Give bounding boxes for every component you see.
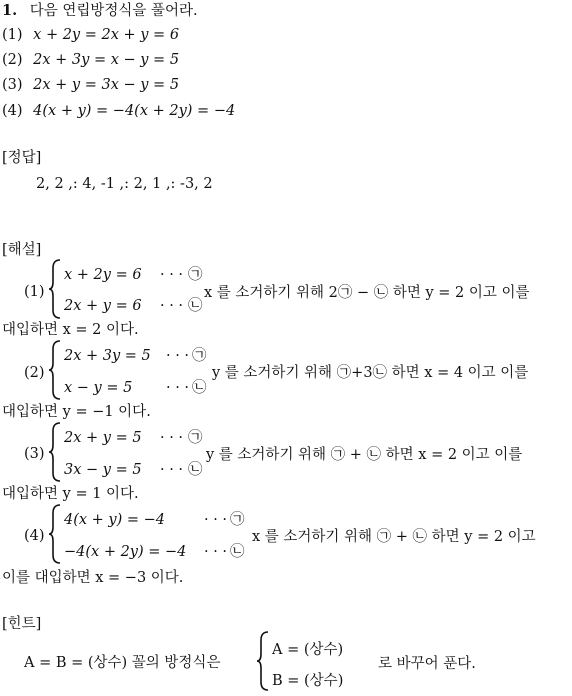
left-brace-icon: [48, 258, 62, 324]
mark-circle-2: ㉡: [188, 462, 203, 478]
problem-number: 1.: [2, 2, 18, 19]
problem-item-equation: x + 2y = 2x + y = 6: [33, 27, 180, 43]
hint-equation-1: A = (상수): [272, 642, 344, 658]
mark-circle-1: ㉠: [188, 267, 203, 283]
system-equation-2: −4(x + 2y) = −4 · · · ㉡: [64, 544, 245, 560]
left-brace-icon: [48, 339, 62, 405]
left-brace-icon: [48, 421, 62, 487]
problem-item-3: [2, 76, 179, 94]
ellipsis-dots: · · ·: [166, 348, 190, 364]
system-equation-1: 2x + y = 5 · · · ㉠: [64, 430, 203, 446]
system-equation-2: x − y = 5 · · · ㉡: [64, 380, 207, 396]
hint-lead: A = B = (상수) 꼴의 방정식은: [24, 655, 221, 671]
solution-description: y 를 소거하기 위해 ㉠ + ㉡ 하면 x = 2 이고 이를: [206, 447, 523, 463]
problem-item-label: (2): [2, 52, 23, 68]
solution-continuation: 대입하면 y = −1 이다.: [2, 404, 151, 420]
problem-item-label: (4): [2, 103, 23, 119]
ellipsis-dots: · · ·: [160, 430, 184, 446]
ellipsis-dots: · · ·: [204, 512, 228, 528]
answer-text: 2, 2 ,: 4, -1 ,: 2, 1 ,: -3, 2: [36, 176, 213, 192]
system-equation-1: x + 2y = 6 · · · ㉠: [64, 267, 203, 283]
ellipsis-dots: · · ·: [204, 544, 228, 560]
ellipsis-dots: · · ·: [166, 380, 190, 396]
solution-continuation: 이를 대입하면 x = −3 이다.: [2, 570, 184, 586]
solution-label: (3): [24, 446, 45, 462]
solution-label: (4): [24, 528, 45, 544]
mark-circle-2: ㉡: [188, 298, 203, 314]
system-equation-1: 2x + 3y = 5 · · · ㉠: [64, 348, 207, 364]
mark-circle-2: ㉡: [192, 380, 207, 396]
ellipsis-dots: · · ·: [160, 298, 184, 314]
problem-header: [2, 2, 198, 20]
mark-circle-1: ㉠: [188, 430, 203, 446]
problem-instruction: 다음 연립방정식을 풀어라.: [29, 3, 198, 19]
answer-heading: [정답]: [2, 150, 42, 166]
mark-circle-2: ㉡: [230, 544, 245, 560]
ellipsis-dots: · · ·: [160, 267, 184, 283]
hint-equation-2: B = (상수): [272, 673, 344, 689]
system-equation-2: 2x + y = 6 · · · ㉡: [64, 298, 203, 314]
problem-item-4: [2, 102, 235, 120]
solution-heading: [해설]: [2, 242, 42, 258]
left-brace-icon: [256, 630, 270, 696]
hint-heading: [힌트]: [2, 616, 42, 632]
left-brace-icon: [48, 503, 62, 569]
problem-item-2: [2, 51, 179, 69]
solution-continuation: 대입하면 y = 1 이다.: [2, 486, 139, 502]
problem-item-equation: 2x + y = 3x − y = 5: [33, 77, 180, 93]
problem-item-1: [2, 26, 179, 44]
problem-item-label: (1): [2, 27, 23, 43]
solution-description: x 를 소거하기 위해 ㉠ + ㉡ 하면 y = 2 이고: [252, 529, 536, 545]
problem-item-equation: 4(x + y) = −4(x + 2y) = −4: [33, 103, 236, 119]
system-equation-1: 4(x + y) = −4 · · · ㉠: [64, 512, 245, 528]
problem-item-label: (3): [2, 77, 23, 93]
problem-item-equation: 2x + 3y = x − y = 5: [33, 52, 180, 68]
solution-continuation: 대입하면 x = 2 이다.: [2, 322, 139, 338]
ellipsis-dots: · · ·: [160, 462, 184, 478]
solution-description: x 를 소거하기 위해 2㉠ − ㉡ 하면 y = 2 이고 이를: [204, 285, 530, 301]
mark-circle-1: ㉠: [230, 512, 245, 528]
solution-label: (1): [24, 284, 45, 300]
hint-tail: 로 바꾸어 푼다.: [378, 656, 476, 672]
mark-circle-1: ㉠: [192, 348, 207, 364]
solution-label: (2): [24, 365, 45, 381]
system-equation-2: 3x − y = 5 · · · ㉡: [64, 462, 203, 478]
solution-description: y 를 소거하기 위해 ㉠+3㉡ 하면 x = 4 이고 이를: [212, 365, 529, 381]
